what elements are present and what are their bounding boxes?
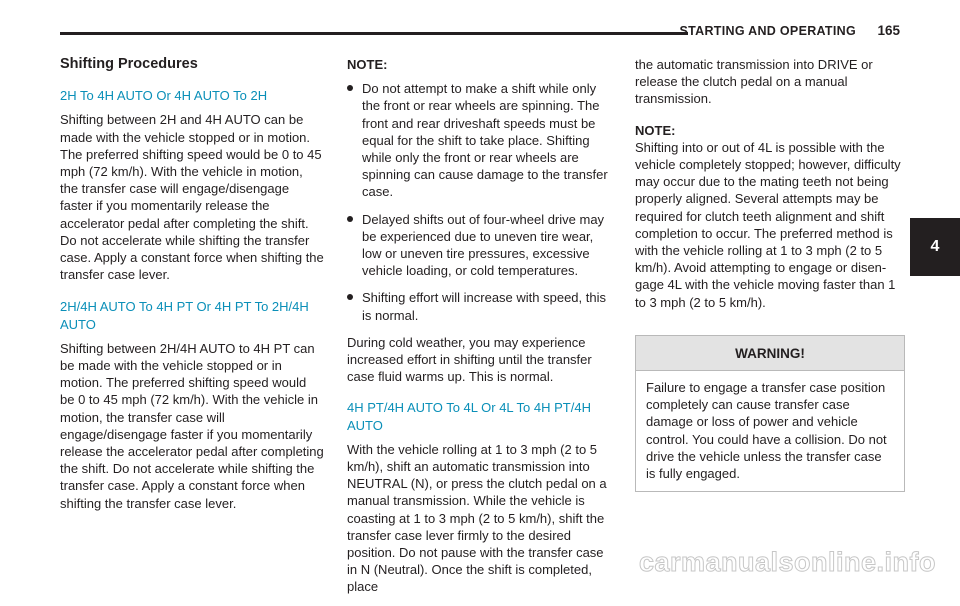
subheading-4h-pt: 2H/4H AUTO To 4H PT Or 4H PT To 2H/4H AUTO [60, 299, 309, 332]
paragraph-continued: the automatic transmission into DRIVE or release the clutch pedal on a manual transmission. [635, 57, 873, 107]
watermark: carmanualsonline.info [638, 547, 936, 577]
page-number: 165 [877, 23, 900, 38]
column-left [60, 56, 324, 522]
paragraph-2h-4h-auto: Shifting between 2H and 4H AUTO can be made with the vehicle stopped or in motion. The preferred shifting speed would be 0 to 45 mph (72 km/h). With the vehicle in motion, the transfer case will engage/disengage faster if you momentarily release the accelerator pedal after completing the shift. Do not accelerate while shifting the transfer case. Apply a constant force when shifting the transfer case lever. [60, 112, 324, 283]
page-header [60, 22, 900, 44]
subheading-4l: 4H PT/4H AUTO To 4L Or 4L To 4H PT/4H AUTO [347, 400, 591, 433]
column-right [635, 56, 903, 492]
note-label: NOTE: [635, 122, 676, 138]
header-rule [60, 32, 688, 35]
warning-title: WARNING! [636, 336, 904, 371]
note-bullet: Do not attempt to make a shift while only the front or rear wheels are spinning. The front and rear driveshaft speeds must be equal for the shift to take place. Shifting while only the front or rear wheels are spinning can cause damage to the transfer case. [347, 80, 613, 200]
chapter-title: STARTING AND OPERATING [679, 24, 856, 38]
note-label: NOTE: [347, 57, 388, 72]
subheading-2h-4h-auto: 2H To 4H AUTO Or 4H AUTO To 2H [60, 88, 268, 104]
warning-text: Failure to engage a transfer case position completely can cause transfer case damage or loss of power and vehicle control. You could have a collision. Do not drive the vehicle unless the transfer case is fully engaged. [646, 380, 887, 482]
paragraph-note-4l: Shifting into or out of 4L is possible with the vehicle completely stopped; however, difficulty may occur due to the mating teeth not being properly aligned. Several attempts may be required for clutch teeth alignment and shift completion to occur. The preferred method is with the vehicle rolling at 1 to 3 mph (2 to 5 km/h). Avoid attempting to engage or disen-gage 4L with the vehicle moving faster than 1 to 3 mph (2 to 5 km/h). [635, 139, 901, 310]
note-bullet: Shifting effort will increase with speed, this is normal. [347, 289, 613, 323]
note-bullet-list [347, 80, 613, 324]
chapter-tab: 4 [910, 218, 960, 276]
paragraph-cold-weather: During cold weather, you may experience increased effort in shifting until the transfer case fluid warms up. This is normal. [347, 334, 592, 385]
paragraph-4h-pt: Shifting between 2H/4H AUTO to 4H PT can be made with the vehicle stopped or in motion. The preferred shifting speed would be 0 to 45 mph (72 km/h). With the vehicle in motion, the transfer case will engage/disengage faster if you momentarily release the accelerator pedal after completing the shift. Do not accelerate while shifting the transfer case. Apply a constant force when shifting the transfer case lever. [60, 340, 324, 511]
section-title: Shifting Procedures [60, 56, 198, 72]
paragraph-4l: With the vehicle rolling at 1 to 3 mph (2 to 5 km/h), shift an automatic transmission into NEUTRAL (N), or press the clutch pedal on a manual transmission. While the vehicle is coasting at 1 to 3 mph (2 to 5 km/h), shift the transfer case lever firmly to the desired position. Do not pause with the transfer case in N (Neutral). Once the shift is completed, place [347, 441, 607, 595]
column-middle [347, 56, 613, 606]
warning-box [635, 335, 905, 492]
note-bullet: Delayed shifts out of four-wheel drive may be experienced due to uneven tire wear, low or uneven tire pressures, excessive vehicle loading, or cold temperatures. [347, 211, 613, 280]
